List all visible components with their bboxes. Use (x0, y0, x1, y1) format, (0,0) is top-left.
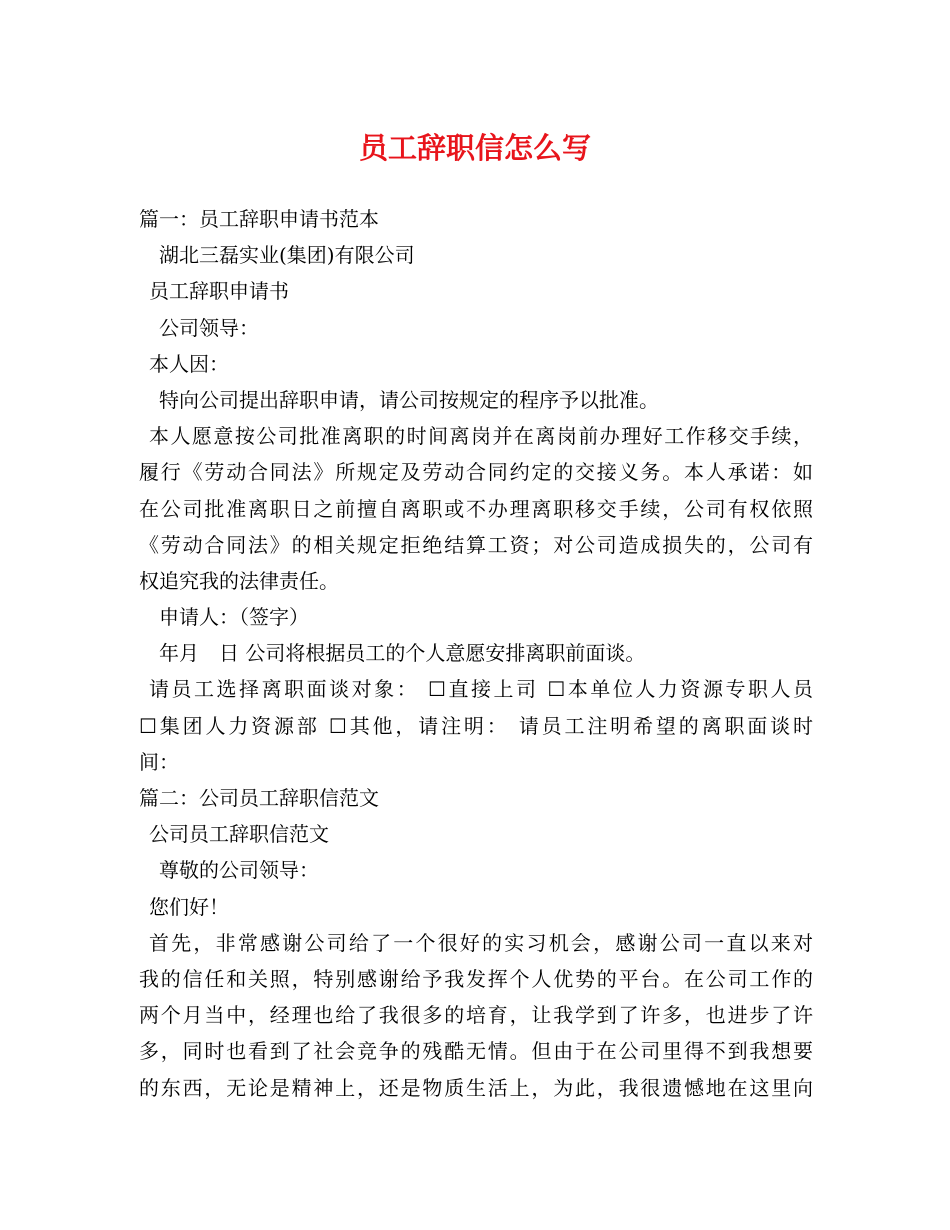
paragraph-line: 间： (139, 749, 179, 774)
paragraph-line: 在公司批准离职日之前擅自离职或不办理离职移交手续，公司有权依照 (139, 496, 813, 521)
form-title: 员工辞职申请书 (149, 279, 289, 304)
paragraph-line: 本人愿意按公司批准离职的时间离岗并在离岗前办理好工作移交手续， (149, 424, 813, 449)
section-heading-2: 篇二：公司员工辞职信范文 (139, 786, 379, 810)
letter-title: 公司员工辞职信范文 (149, 822, 329, 847)
paragraph-line: 两个月当中，经理也给了我很多的培育，让我学到了许多，也进步了许 (139, 1003, 813, 1028)
document-body (139, 201, 813, 1106)
paragraph-line: 权追究我的法律责任。 (139, 568, 339, 593)
paragraph-line: 的东西，无论是精神上，还是物质生活上，为此，我很遗憾地在这里向 (139, 1075, 813, 1100)
paragraph-line: 首先，非常感谢公司给了一个很好的实习机会，感谢公司一直以来对 (149, 930, 813, 955)
section-heading-1: 篇一：员工辞职申请书范本 (139, 207, 379, 231)
paragraph-line: 《劳动合同法》的相关规定拒绝结算工资；对公司造成损失的，公司有 (139, 532, 813, 557)
company-name: 湖北三磊实业(集团)有限公司 (159, 243, 415, 268)
document-title: 员工辞职信怎么写 (358, 131, 591, 165)
date-line: 年月 日 公司将根据员工的个人意愿安排离职前面谈。 (159, 641, 646, 666)
interview-options-line: 请员工选择离职面谈对象： ☐直接上司 ☐本单位人力资源专职人员 (149, 677, 813, 702)
reason-line: 本人因： (149, 351, 229, 376)
letter-salutation: 尊敬的公司领导： (159, 858, 319, 883)
salutation: 公司领导： (159, 315, 259, 340)
paragraph-line: 履行《劳动合同法》所规定及劳动合同约定的交接义务。本人承诺：如 (139, 460, 813, 485)
applicant-signature-line: 申请人：（签字） (159, 605, 309, 630)
paragraph-line: 特向公司提出辞职申请，请公司按规定的程序予以批准。 (159, 387, 659, 412)
paragraph-line: 多，同时也看到了社会竞争的残酷无情。但由于在公司里得不到我想要 (139, 1039, 813, 1064)
paragraph-line: 我的信任和关照，特别感谢给予我发挥个人优势的平台。在公司工作的 (139, 966, 813, 991)
interview-options-line: ☐集团人力资源部 ☐其他，请注明： 请员工注明希望的离职面谈时 (139, 713, 813, 738)
greeting: 您们好！ (149, 894, 229, 919)
